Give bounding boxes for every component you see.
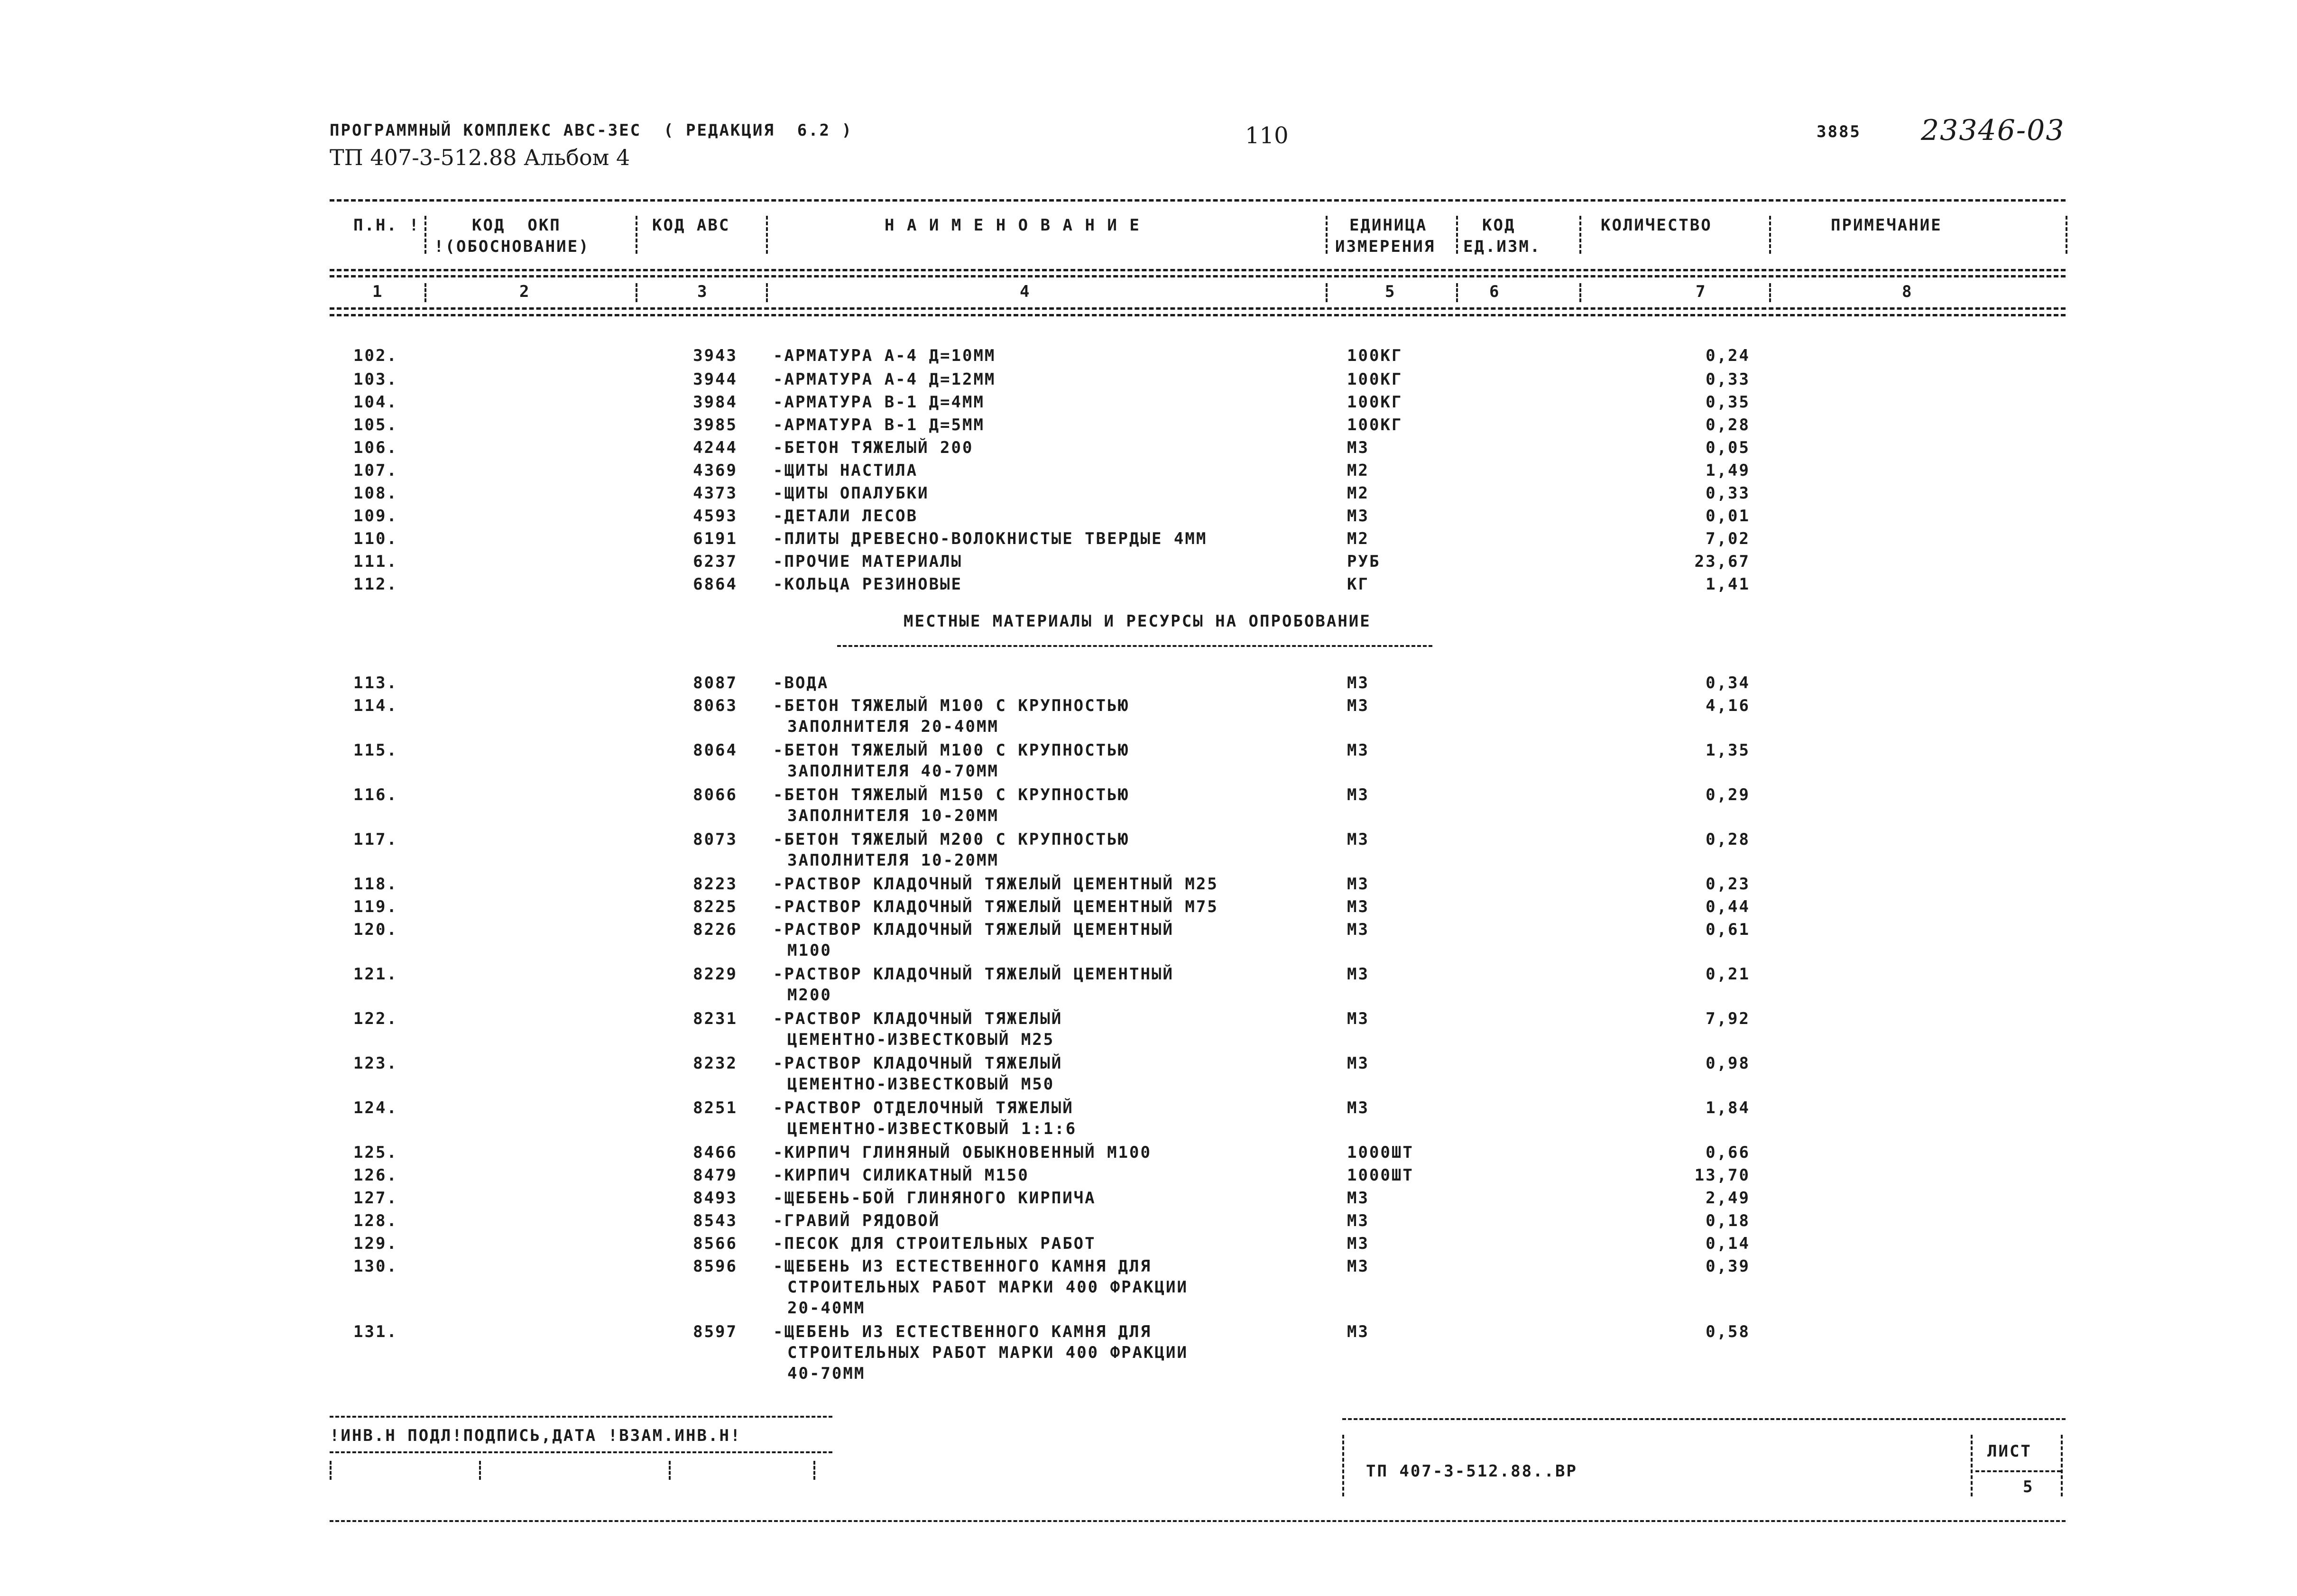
row-number: 110. [353,529,398,548]
row-name-continued: СТРОИТЕЛЬНЫХ РАБОТ МАРКИ 400 ФРАКЦИИ [787,1278,1188,1297]
row-code: 3943 [693,346,738,365]
table-row [0,529,2297,552]
col-sep [1456,283,1458,302]
row-quantity: 0,33 [1706,484,1750,503]
row-unit: М3 [1347,897,1369,916]
footer-sep [669,1461,671,1480]
row-number: 128. [353,1211,398,1230]
table-row [0,897,2297,920]
row-name: -ЩЕБЕНЬ ИЗ ЕСТЕСТВЕННОГО КАМНЯ ДЛЯ [773,1257,1152,1276]
table-row [0,393,2297,415]
row-number: 108. [353,484,398,503]
row-name: -РАСТВОР ОТДЕЛОЧНЫЙ ТЯЖЕЛЫЙ [773,1098,1074,1117]
row-quantity: 0,98 [1706,1054,1750,1073]
row-number: 125. [353,1143,398,1162]
row-number: 121. [353,965,398,984]
row-code: 8087 [693,673,738,692]
table-row [0,1234,2297,1257]
page-bottom-rule [330,1520,2066,1522]
row-name-continued: М200 [787,986,832,1005]
row-number: 127. [353,1189,398,1208]
row-unit: М3 [1347,1257,1369,1276]
row-quantity: 1,35 [1706,741,1750,760]
row-code: 8066 [693,785,738,804]
row-code: 8479 [693,1166,738,1185]
footer-title-block [1342,1418,2066,1499]
row-name: -РАСТВОР КЛАДОЧНЫЙ ТЯЖЕЛЫЙ [773,1054,1063,1073]
row-number: 106. [353,438,398,457]
row-name-continued: ЗАПОЛНИТЕЛЯ 40-70ММ [787,762,999,781]
row-unit: М3 [1347,785,1369,804]
row-unit: М3 [1347,1098,1369,1117]
row-number: 111. [353,552,398,571]
row-code: 8597 [693,1322,738,1341]
footer-sep [1342,1435,1344,1496]
row-name: -АРМАТУРА А-4 Д=10ММ [773,346,996,365]
table-row [0,830,2297,870]
table-row [0,785,2297,825]
section-underline [837,645,1432,647]
row-unit: М3 [1347,920,1369,939]
row-unit: 100КГ [1347,370,1403,389]
col-sep [766,216,768,254]
row-unit: 100КГ [1347,415,1403,434]
row-name: -РАСТВОР КЛАДОЧНЫЙ ТЯЖЕЛЫЙ ЦЕМЕНТНЫЙ [773,920,1174,939]
col-number-1: 1 [372,282,384,301]
col-number-4: 4 [1020,282,1031,301]
row-unit: М2 [1347,529,1369,548]
row-code: 8493 [693,1189,738,1208]
header-bottom-rule [330,307,2066,310]
row-number: 102. [353,346,398,365]
col-header-name: Н А И М Е Н О В А Н И Е [885,216,1141,235]
row-number: 120. [353,920,398,939]
col-sep [424,216,426,254]
row-name-continued: ЗАПОЛНИТЕЛЯ 10-20ММ [787,851,999,870]
table-top-rule [330,199,2066,202]
row-name: -ЩЕБЕНЬ ИЗ ЕСТЕСТВЕННОГО КАМНЯ ДЛЯ [773,1322,1152,1341]
col-sep [766,283,768,302]
row-name: -РАСТВОР КЛАДОЧНЫЙ ТЯЖЕЛЫЙ ЦЕМЕНТНЫЙ М25 [773,875,1218,894]
table-row [0,370,2297,393]
row-number: 129. [353,1234,398,1253]
footer-rule [330,1416,832,1418]
row-quantity: 0,23 [1706,875,1750,894]
col-header-pn: П.Н. ! [353,216,420,235]
table-row [0,1143,2297,1166]
row-name: -АРМАТУРА А-4 Д=12ММ [773,370,996,389]
col-sep [1769,216,1771,254]
row-name: -БЕТОН ТЯЖЕЛЫЙ М200 С КРУПНОСТЬЮ [773,830,1130,849]
row-number: 115. [353,741,398,760]
row-code: 4244 [693,438,738,457]
row-unit: М3 [1347,1234,1369,1253]
row-name: -КИРПИЧ СИЛИКАТНЫЙ М150 [773,1166,1029,1185]
row-unit: М3 [1347,741,1369,760]
table-row [0,575,2297,598]
row-quantity: 0,33 [1706,370,1750,389]
row-code: 8073 [693,830,738,849]
table-row [0,1322,2297,1383]
row-quantity: 0,01 [1706,507,1750,526]
row-number: 107. [353,461,398,480]
row-number: 131. [353,1322,398,1341]
row-number: 130. [353,1257,398,1276]
row-number: 117. [353,830,398,849]
row-quantity: 7,92 [1706,1009,1750,1028]
table-row [0,461,2297,484]
row-quantity: 1,49 [1706,461,1750,480]
row-number: 122. [353,1009,398,1028]
row-number: 124. [353,1098,398,1117]
row-name: -БЕТОН ТЯЖЕЛЫЙ М100 С КРУПНОСТЬЮ [773,696,1130,715]
row-name: -ПРОЧИЕ МАТЕРИАЛЫ [773,552,962,571]
row-number: 104. [353,393,398,412]
table-row [0,673,2297,696]
row-unit: М2 [1347,461,1369,480]
table-row [0,920,2297,960]
footer-sep [330,1461,332,1480]
row-number: 123. [353,1054,398,1073]
row-quantity: 1,41 [1706,575,1750,594]
table-row [0,965,2297,1005]
row-unit: М3 [1347,1211,1369,1230]
row-quantity: 13,70 [1694,1166,1750,1185]
row-name: -БЕТОН ТЯЖЕЛЫЙ М150 С КРУПНОСТЬЮ [773,785,1130,804]
row-quantity: 0,05 [1706,438,1750,457]
table-row [0,552,2297,575]
footer-rule [330,1451,832,1453]
row-unit: М2 [1347,484,1369,503]
row-code: 6237 [693,552,738,571]
row-quantity: 0,14 [1706,1234,1750,1253]
row-unit: М3 [1347,1009,1369,1028]
table-row [0,438,2297,461]
document-number: 23346-03 [1921,114,2065,147]
col-header-unit-code-2: ЕД.ИЗМ. [1463,237,1541,256]
row-quantity: 7,02 [1706,529,1750,548]
col-sep [2066,216,2067,254]
row-unit: 100КГ [1347,393,1403,412]
header-bottom-rule-2 [330,314,2066,316]
row-quantity: 0,29 [1706,785,1750,804]
row-number: 126. [353,1166,398,1185]
program-header: ПРОГРАММНЫЙ КОМПЛЕКС АВС-3ЕС ( РЕДАКЦИЯ 6.2 ) [330,121,853,140]
table-row [0,696,2297,736]
col-sep [1769,283,1771,302]
row-code: 4373 [693,484,738,503]
row-unit: М3 [1347,1322,1369,1341]
table-row [0,346,2297,369]
row-quantity: 0,28 [1706,415,1750,434]
row-name: -ВОДА [773,673,829,692]
row-code: 6864 [693,575,738,594]
row-number: 109. [353,507,398,526]
header-mid-rule-2 [330,275,2066,277]
page-number: 110 [1245,122,1289,149]
row-quantity: 0,61 [1706,920,1750,939]
row-name-continued: СТРОИТЕЛЬНЫХ РАБОТ МАРКИ 400 ФРАКЦИИ [787,1343,1188,1362]
table-row [0,1257,2297,1318]
row-name: -КИРПИЧ ГЛИНЯНЫЙ ОБЫКНОВЕННЫЙ М100 [773,1143,1152,1162]
row-unit: М3 [1347,1054,1369,1073]
col-sep [1579,216,1581,254]
section-title: МЕСТНЫЕ МАТЕРИАЛЫ И РЕСУРСЫ НА ОПРОБОВАНИЕ [904,612,1371,631]
col-number-3: 3 [697,282,709,301]
col-header-unit-2: ИЗМЕРЕНИЯ [1335,237,1436,256]
row-name: -ПЕСОК ДЛЯ СТРОИТЕЛЬНЫХ РАБОТ [773,1234,1096,1253]
row-unit: 100КГ [1347,346,1403,365]
table-row [0,875,2297,897]
col-sep [1326,283,1328,302]
row-code: 8543 [693,1211,738,1230]
row-name: -ДЕТАЛИ ЛЕСОВ [773,507,918,526]
row-unit: М3 [1347,438,1369,457]
row-quantity: 2,49 [1706,1189,1750,1208]
table-row [0,741,2297,781]
row-quantity: 23,67 [1694,552,1750,571]
row-quantity: 0,35 [1706,393,1750,412]
table-row [0,507,2297,529]
row-name-continued: М100 [787,941,832,960]
row-unit: М3 [1347,696,1369,715]
table-row [0,1211,2297,1234]
col-sep [424,283,426,302]
row-code: 8231 [693,1009,738,1028]
row-quantity: 0,18 [1706,1211,1750,1230]
row-code: 8225 [693,897,738,916]
row-code: 8064 [693,741,738,760]
row-number: 119. [353,897,398,916]
row-name-continued: 20-40ММ [787,1299,866,1318]
footer-rule [1342,1418,2066,1420]
col-number-7: 7 [1696,282,1707,301]
col-header-basis: !(ОБОСНОВАНИЕ) [434,237,590,256]
row-name: -АРМАТУРА В-1 Д=5ММ [773,415,985,434]
row-unit: 1000ШТ [1347,1143,1414,1162]
row-name-continued: ЦЕМЕНТНО-ИЗВЕСТКОВЫЙ М50 [787,1075,1055,1094]
row-unit: М3 [1347,507,1369,526]
row-code: 8466 [693,1143,738,1162]
row-code: 8226 [693,920,738,939]
table-row [0,1009,2297,1049]
row-code: 8251 [693,1098,738,1117]
col-sep [636,216,637,254]
row-code: 4369 [693,461,738,480]
row-code: 8596 [693,1257,738,1276]
footer-sep [813,1461,815,1480]
row-code: 3944 [693,370,738,389]
row-unit: М3 [1347,875,1369,894]
row-name: -КОЛЬЦА РЕЗИНОВЫЕ [773,575,962,594]
col-number-8: 8 [1902,282,1913,301]
row-code: 8063 [693,696,738,715]
row-unit: 1000ШТ [1347,1166,1414,1185]
table-row [0,1189,2297,1211]
row-quantity: 0,28 [1706,830,1750,849]
row-number: 114. [353,696,398,715]
col-header-qty: КОЛИЧЕСТВО [1601,216,1712,235]
row-name-continued: 40-70ММ [787,1364,866,1383]
col-header-note: ПРИМЕЧАНИЕ [1831,216,1942,235]
sheet-rule [1975,1470,2061,1472]
col-sep [1579,283,1581,302]
col-header-unit-code: КОД [1482,216,1516,235]
footer-signature-block [330,1416,835,1499]
row-quantity: 0,21 [1706,965,1750,984]
row-number: 116. [353,785,398,804]
row-name: -РАСТВОР КЛАДОЧНЫЙ ТЯЖЕЛЫЙ ЦЕМЕНТНЫЙ М75 [773,897,1218,916]
row-unit: М3 [1347,965,1369,984]
col-header-unit: ЕДИНИЦА [1349,216,1428,235]
row-name: -ГРАВИЙ РЯДОВОЙ [773,1211,941,1230]
footer-sep [2061,1435,2063,1496]
row-quantity: 0,34 [1706,673,1750,692]
row-name-continued: ЦЕМЕНТНО-ИЗВЕСТКОВЫЙ М25 [787,1030,1055,1049]
row-code: 8232 [693,1054,738,1073]
table-row [0,484,2297,507]
footer-doc-code: ТП 407-3-512.88..ВР [1366,1462,1577,1481]
row-quantity: 0,66 [1706,1143,1750,1162]
footer-sep [1971,1435,1973,1496]
row-name-continued: ЗАПОЛНИТЕЛЯ 20-40ММ [787,717,999,736]
col-sep [636,283,637,302]
table-row [0,1166,2297,1189]
row-code: 6191 [693,529,738,548]
row-code: 4593 [693,507,738,526]
table-row [0,1098,2297,1138]
row-name: -ПЛИТЫ ДРЕВЕСНО-ВОЛОКНИСТЫЕ ТВЕРДЫЕ 4ММ [773,529,1208,548]
header-code: 3885 [1817,122,1861,141]
row-code: 8223 [693,875,738,894]
row-quantity: 0,58 [1706,1322,1750,1341]
col-header-okp: КОД ОКП [472,216,561,235]
sheet-number: 5 [2023,1477,2034,1496]
col-sep [1456,216,1458,254]
row-quantity: 0,44 [1706,897,1750,916]
header-mid-rule [330,269,2066,271]
album-title: ТП 407-3-512.88 Альбом 4 [330,145,630,170]
row-number: 105. [353,415,398,434]
footer-sep [479,1461,481,1480]
row-quantity: 4,16 [1706,696,1750,715]
col-number-6: 6 [1489,282,1501,301]
row-unit: КГ [1347,575,1369,594]
table-row [0,1054,2297,1094]
col-number-2: 2 [519,282,531,301]
row-unit: РУБ [1347,552,1381,571]
row-name: -АРМАТУРА В-1 Д=4ММ [773,393,985,412]
row-name-continued: ЦЕМЕНТНО-ИЗВЕСТКОВЫЙ 1:1:6 [787,1119,1077,1138]
row-name: -БЕТОН ТЯЖЕЛЫЙ М100 С КРУПНОСТЬЮ [773,741,1130,760]
col-sep [1326,216,1328,254]
row-quantity: 0,39 [1706,1257,1750,1276]
sheet-label: ЛИСТ [1987,1442,2032,1461]
row-name: -ЩЕБЕНЬ-БОЙ ГЛИНЯНОГО КИРПИЧА [773,1189,1096,1208]
row-name-continued: ЗАПОЛНИТЕЛЯ 10-20ММ [787,806,999,825]
row-unit: М3 [1347,673,1369,692]
row-code: 8566 [693,1234,738,1253]
table-row [0,415,2297,438]
col-number-5: 5 [1385,282,1396,301]
row-number: 103. [353,370,398,389]
row-name: -ЩИТЫ НАСТИЛА [773,461,918,480]
row-number: 118. [353,875,398,894]
row-name: -РАСТВОР КЛАДОЧНЫЙ ТЯЖЕЛЫЙ ЦЕМЕНТНЫЙ [773,965,1174,984]
row-quantity: 1,84 [1706,1098,1750,1117]
row-number: 113. [353,673,398,692]
row-number: 112. [353,575,398,594]
footer-left-header: !ИНВ.Н ПОДЛ!ПОДПИСЬ,ДАТА !ВЗАМ.ИНВ.Н! [330,1426,742,1445]
row-name: -РАСТВОР КЛАДОЧНЫЙ ТЯЖЕЛЫЙ [773,1009,1063,1028]
row-name: -ЩИТЫ ОПАЛУБКИ [773,484,929,503]
row-code: 8229 [693,965,738,984]
row-code: 3984 [693,393,738,412]
col-header-abc: КОД АВС [652,216,730,235]
row-unit: М3 [1347,830,1369,849]
row-code: 3985 [693,415,738,434]
row-name: -БЕТОН ТЯЖЕЛЫЙ 200 [773,438,974,457]
row-quantity: 0,24 [1706,346,1750,365]
row-unit: М3 [1347,1189,1369,1208]
